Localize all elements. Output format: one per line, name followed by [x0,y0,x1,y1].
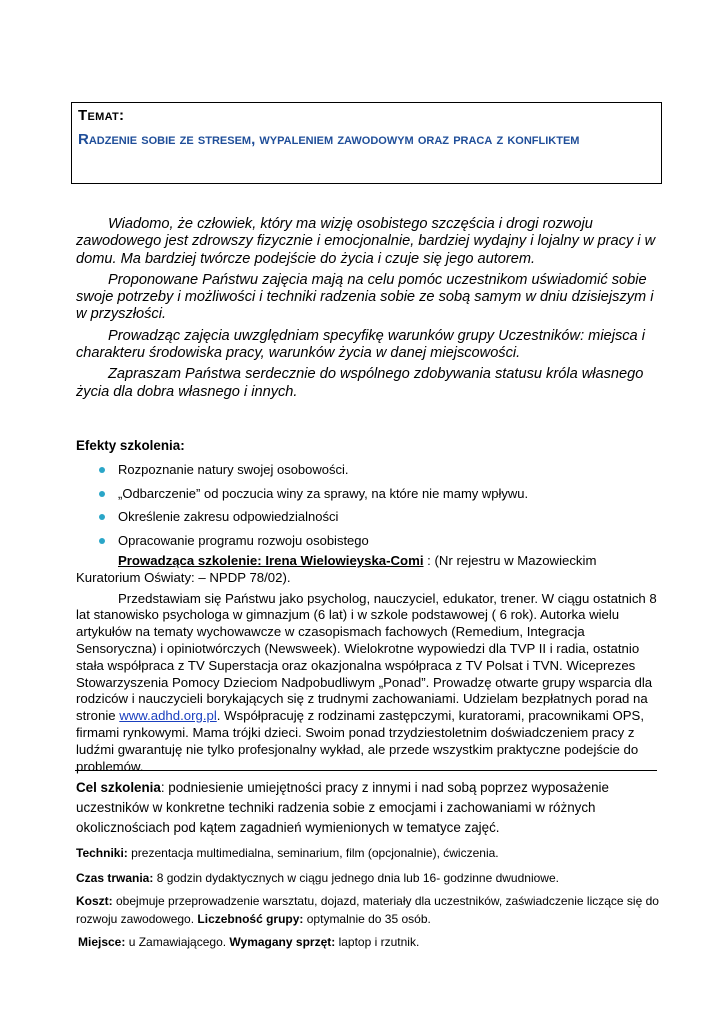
bullet-icon [99,467,105,473]
topic-label: Temat: [78,107,125,124]
trainer-section [76,553,660,779]
topic-box [71,102,662,184]
adhd-website-link[interactable]: www.adhd.org.pl [119,708,217,724]
list-item-text: Określenie zakresu odpowiedzialności [118,509,339,524]
intro-paragraph-4: Zapraszam Państwa serdecznie do wspólnego zdobywania statusu króla własnego życia dla dobra własnego i innych. [76,366,644,400]
intro-paragraph-1: Wiadomo, że człowiek, który ma wizję osobistego szczęścia i drogi rozwoju zawodowego jest zdrowszy fizycznie i emocjonalnie, bardziej wydajny i lojalny w pracy i w domu. Ma bardziej twórcze podejście do życia i czuje się jego autorem. [76,216,656,267]
list-item-text: Opracowanie programu rozwoju osobistego [118,532,369,548]
goal-label: Cel szkolenia [76,780,161,795]
goal-section [76,778,660,838]
bullet-icon [99,491,105,497]
cost-label: Koszt: [76,894,113,908]
topic-title: Radzenie sobie ze stresem, wypaleniem zawodowym oraz praca z konfliktem [78,131,580,148]
techniques-label: Techniki: [76,846,128,860]
bullet-icon [99,514,105,520]
goal-text: : podniesienie umiejętności pracy z innymi i nad sobą poprzez wyposażenie uczestników w konkretne techniki radzenia sobie z emocjami i zachowaniami w różnych okolicznościach pod kątem zagadnień wymienionych w tematyce zajęć. [76,780,609,835]
place-line [78,934,662,952]
group-size-label: Liczebność grupy: [197,911,304,926]
intro-paragraph-3: Prowadząc zajęcia uwzględniam specyfikę warunków grupy Uczestników: miejsca i charakteru środowiska pracy, warunków życia w danej miejscowości. [76,327,645,362]
trainer-bio-text-end: . Współpracuję z rodzinami zastępczymi, kuratorami, pracownikami OPS, firmami rynkowymi. Mama trójki dzieci. Swoim ponad trzydziestoletnim doświadczeniem pracy z ludźmi gwarantuję nie tylko profesjonalny wykład, ale przede wszystkim praktyczne podejście do problemów. [76,708,645,774]
trainer-registry: : (Nr rejestru w Mazowieckim Kuratorium Oświaty: – NPDP 78/02). [76,553,597,585]
list-item [96,505,656,529]
effects-heading: Efekty szkolenia: [76,438,185,453]
duration-line [76,870,660,888]
equipment-label: Wymagany sprzęt: [229,935,336,949]
list-item [96,458,656,482]
list-item [96,482,656,506]
intro-section [76,216,660,405]
divider [75,770,657,771]
trainer-label: Prowadząca szkolenie: Irena Wielowieyska-Comi [118,553,424,568]
techniques-text: prezentacja multimedialna, seminarium, film (opcjonalnie), ćwiczenia. [127,846,499,860]
bullet-icon [99,538,105,544]
trainer-bio-text: Przedstawiam się Państwu jako psycholog, nauczyciel, edukator, trener. W ciągu ostatnich 8 lat stanowisko psychologa w gimnazjum (6 lat) i w szkole podstawowej ( 6 rok). Autorka wielu artykułów na tematy wychowawcze w czasopismach fachowych (Remedium, Integracja Sensoryczna) i opiniotwórczych (Newsweek). Wielokrotne wypowiedzi dla TVP II i radia, ostatnio stała współpraca z TV Superstacja oraz okazjonalna współpraca z TV Polsat i TVN. Wiceprezes Stowarzyszenia Pomocy Dzieciom Nadpobudliwym „Ponad”. Prowadzę otwarte grupy wsparcia dla rodziców i nauczycieli borykających się z trudnymi zachowaniami. Udzielam bezpłatnych porad na stronie [76,590,657,724]
duration-label: Czas trwania: [76,871,154,885]
effects-list [96,458,656,552]
list-item [96,529,656,553]
duration-text: 8 godzin dydaktycznych w ciągu jednego dnia lub 16- godzinne dwudniowe. [153,871,559,885]
place-text: u Zamawiającego. [125,935,230,949]
trainer-bio [76,591,660,776]
trainer-intro [76,553,660,587]
list-item-text: Rozpoznanie natury swojej osobowości. [118,462,349,477]
intro-paragraph-2: Proponowane Państwu zajęcia mają na celu pomóc uczestnikom uświadomić sobie swoje potrzeby i możliwości i techniki radzenia sobie ze sobą samym w dniu dzisiejszym i w przyszłości. [76,271,654,323]
group-size-text: optymalnie do 35 osób. [303,911,431,926]
cost-line [76,893,660,928]
list-item-text: „Odbarczenie” od poczucia winy za sprawy, na które nie mamy wpływu. [118,485,529,501]
techniques-line [76,845,660,863]
place-label: Miejsce: [78,935,126,949]
equipment-text: laptop i rzutnik. [335,935,420,949]
cost-text: obejmuje przeprowadzenie warsztatu, dojazd, materiały dla uczestników, zaświadczenie liczące się do rozwoju zawodowego. [76,894,659,926]
